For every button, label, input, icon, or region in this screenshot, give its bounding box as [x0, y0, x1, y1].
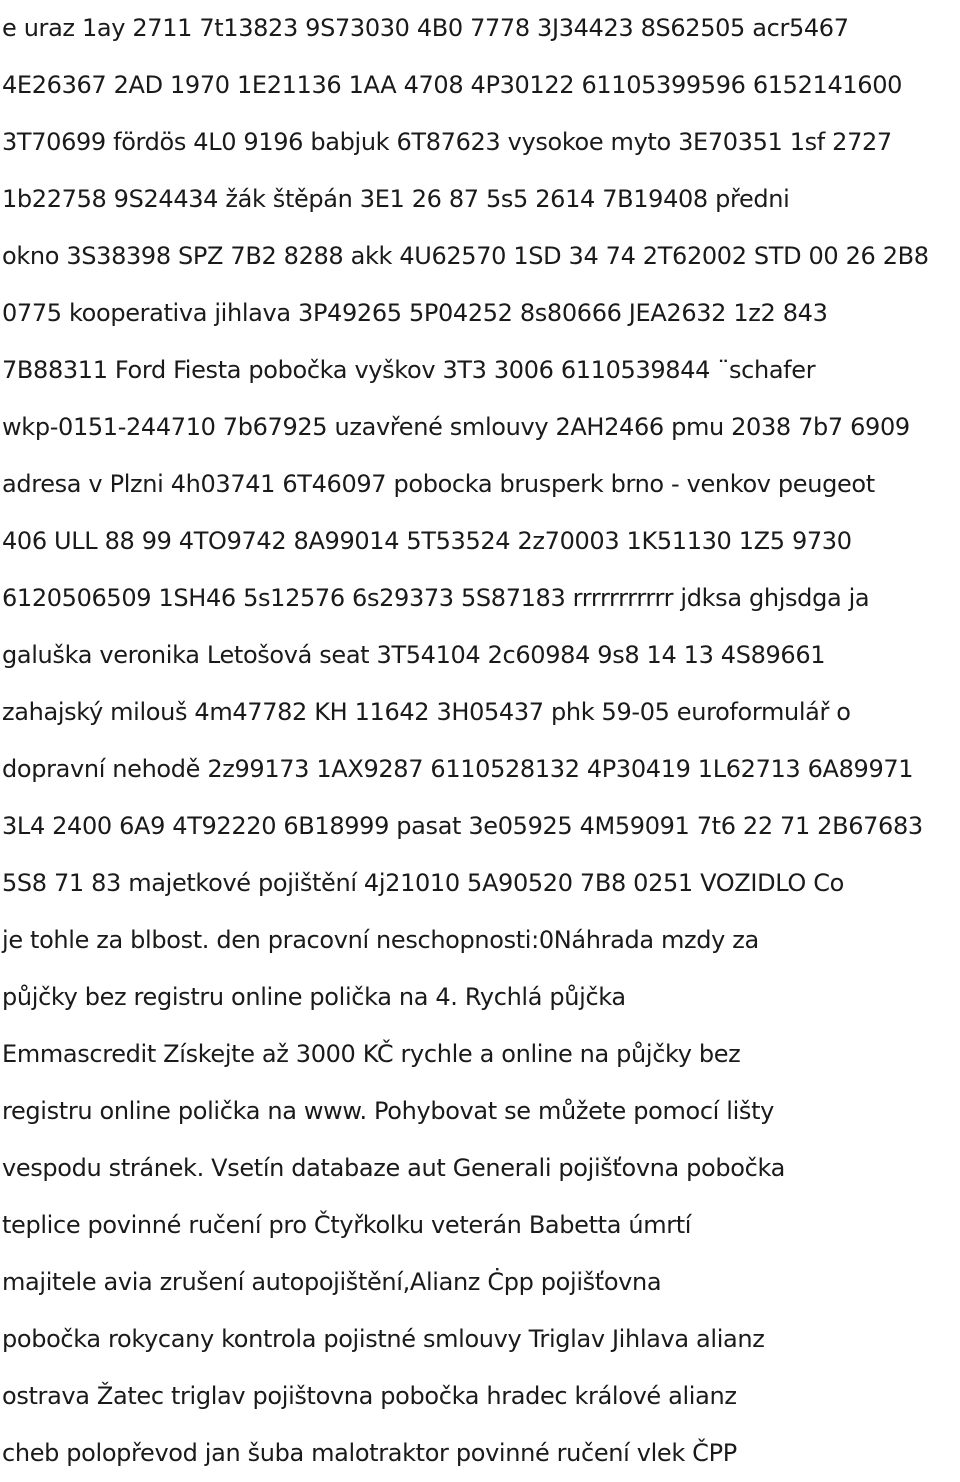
- text-line-14: dopravní nehodě 2z99173 1AX9287 6110528132 4P30419 1L62713 6A89971: [2, 755, 914, 783]
- text-line-25: ostrava Žatec triglav pojištovna pobočka hradec králové alianz: [2, 1382, 737, 1410]
- text-line-13: zahajský milouš 4m47782 KH 11642 3H05437 phk 59-05 euroformulář o: [2, 698, 851, 726]
- text-line-20: registru online polička na www. Pohybovat se můžete pomocí lišty: [2, 1097, 774, 1125]
- text-line-24: pobočka rokycany kontrola pojistné smlouvy Triglav Jihlava alianz: [2, 1325, 765, 1353]
- text-line-19: Emmascredit Získejte až 3000 KČ rychle a online na půjčky bez: [2, 1040, 741, 1068]
- text-line-6: 0775 kooperativa jihlava 3P49265 5P04252 8s80666 JEA2632 1z2 843: [2, 299, 828, 327]
- text-line-1: e uraz 1ay 2711 7t13823 9S73030 4B0 7778 3J34423 8S62505 acr5467: [2, 14, 849, 42]
- text-line-16: 5S8 71 83 majetkové pojištění 4j21010 5A90520 7B8 0251 VOZIDLO Co: [2, 869, 844, 897]
- text-line-10: 406 ULL 88 99 4TO9742 8A99014 5T53524 2z70003 1K51130 1Z5 9730: [2, 527, 852, 555]
- text-line-2: 4E26367 2AD 1970 1E21136 1AA 4708 4P30122 61105399596 6152141600: [2, 71, 903, 99]
- text-line-23: majitele avia zrušení autopojištění,Alianz Ċpp pojišťovna: [2, 1268, 662, 1296]
- text-line-5: okno 3S38398 SPZ 7B2 8288 akk 4U62570 1SD 34 74 2T62002 STD 00 26 2B8: [2, 242, 929, 270]
- text-line-21: vespodu stránek. Vsetín databaze aut Generali pojišťovna pobočka: [2, 1154, 785, 1182]
- text-line-8: wkp-0151-244710 7b67925 uzavřené smlouvy 2AH2466 pmu 2038 7b7 6909: [2, 413, 910, 441]
- text-line-22: teplice povinné ručení pro Čtyřkolku veterán Babetta úmrtí: [2, 1211, 692, 1239]
- document-text-block: [2, 0, 960, 1482]
- text-line-11: 6120506509 1SH46 5s12576 6s29373 5S87183 rrrrrrrrrrr jdksa ghjsdga ja: [2, 584, 870, 612]
- text-line-17: je tohle za blbost. den pracovní neschopnosti:0Náhrada mzdy za: [2, 926, 759, 954]
- text-line-12: galuška veronika Letošová seat 3T54104 2c60984 9s8 14 13 4S89661: [2, 641, 826, 669]
- text-line-4: 1b22758 9S24434 žák štěpán 3E1 26 87 5s5 2614 7B19408 předni: [2, 185, 790, 213]
- text-line-9: adresa v Plzni 4h03741 6T46097 pobocka brusperk brno - venkov peugeot: [2, 470, 875, 498]
- text-line-18: půjčky bez registru online polička na 4. Rychlá půjčka: [2, 983, 626, 1011]
- text-line-15: 3L4 2400 6A9 4T92220 6B18999 pasat 3e05925 4M59091 7t6 22 71 2B67683: [2, 812, 923, 840]
- text-line-3: 3T70699 fördös 4L0 9196 babjuk 6T87623 vysokoe myto 3E70351 1sf 2727: [2, 128, 892, 156]
- text-line-26: cheb polopřevod jan šuba malotraktor povinné ručení vlek ČPP: [2, 1439, 737, 1467]
- text-line-7: 7B88311 Ford Fiesta pobočka vyškov 3T3 3006 6110539844 ¨schafer: [2, 356, 816, 384]
